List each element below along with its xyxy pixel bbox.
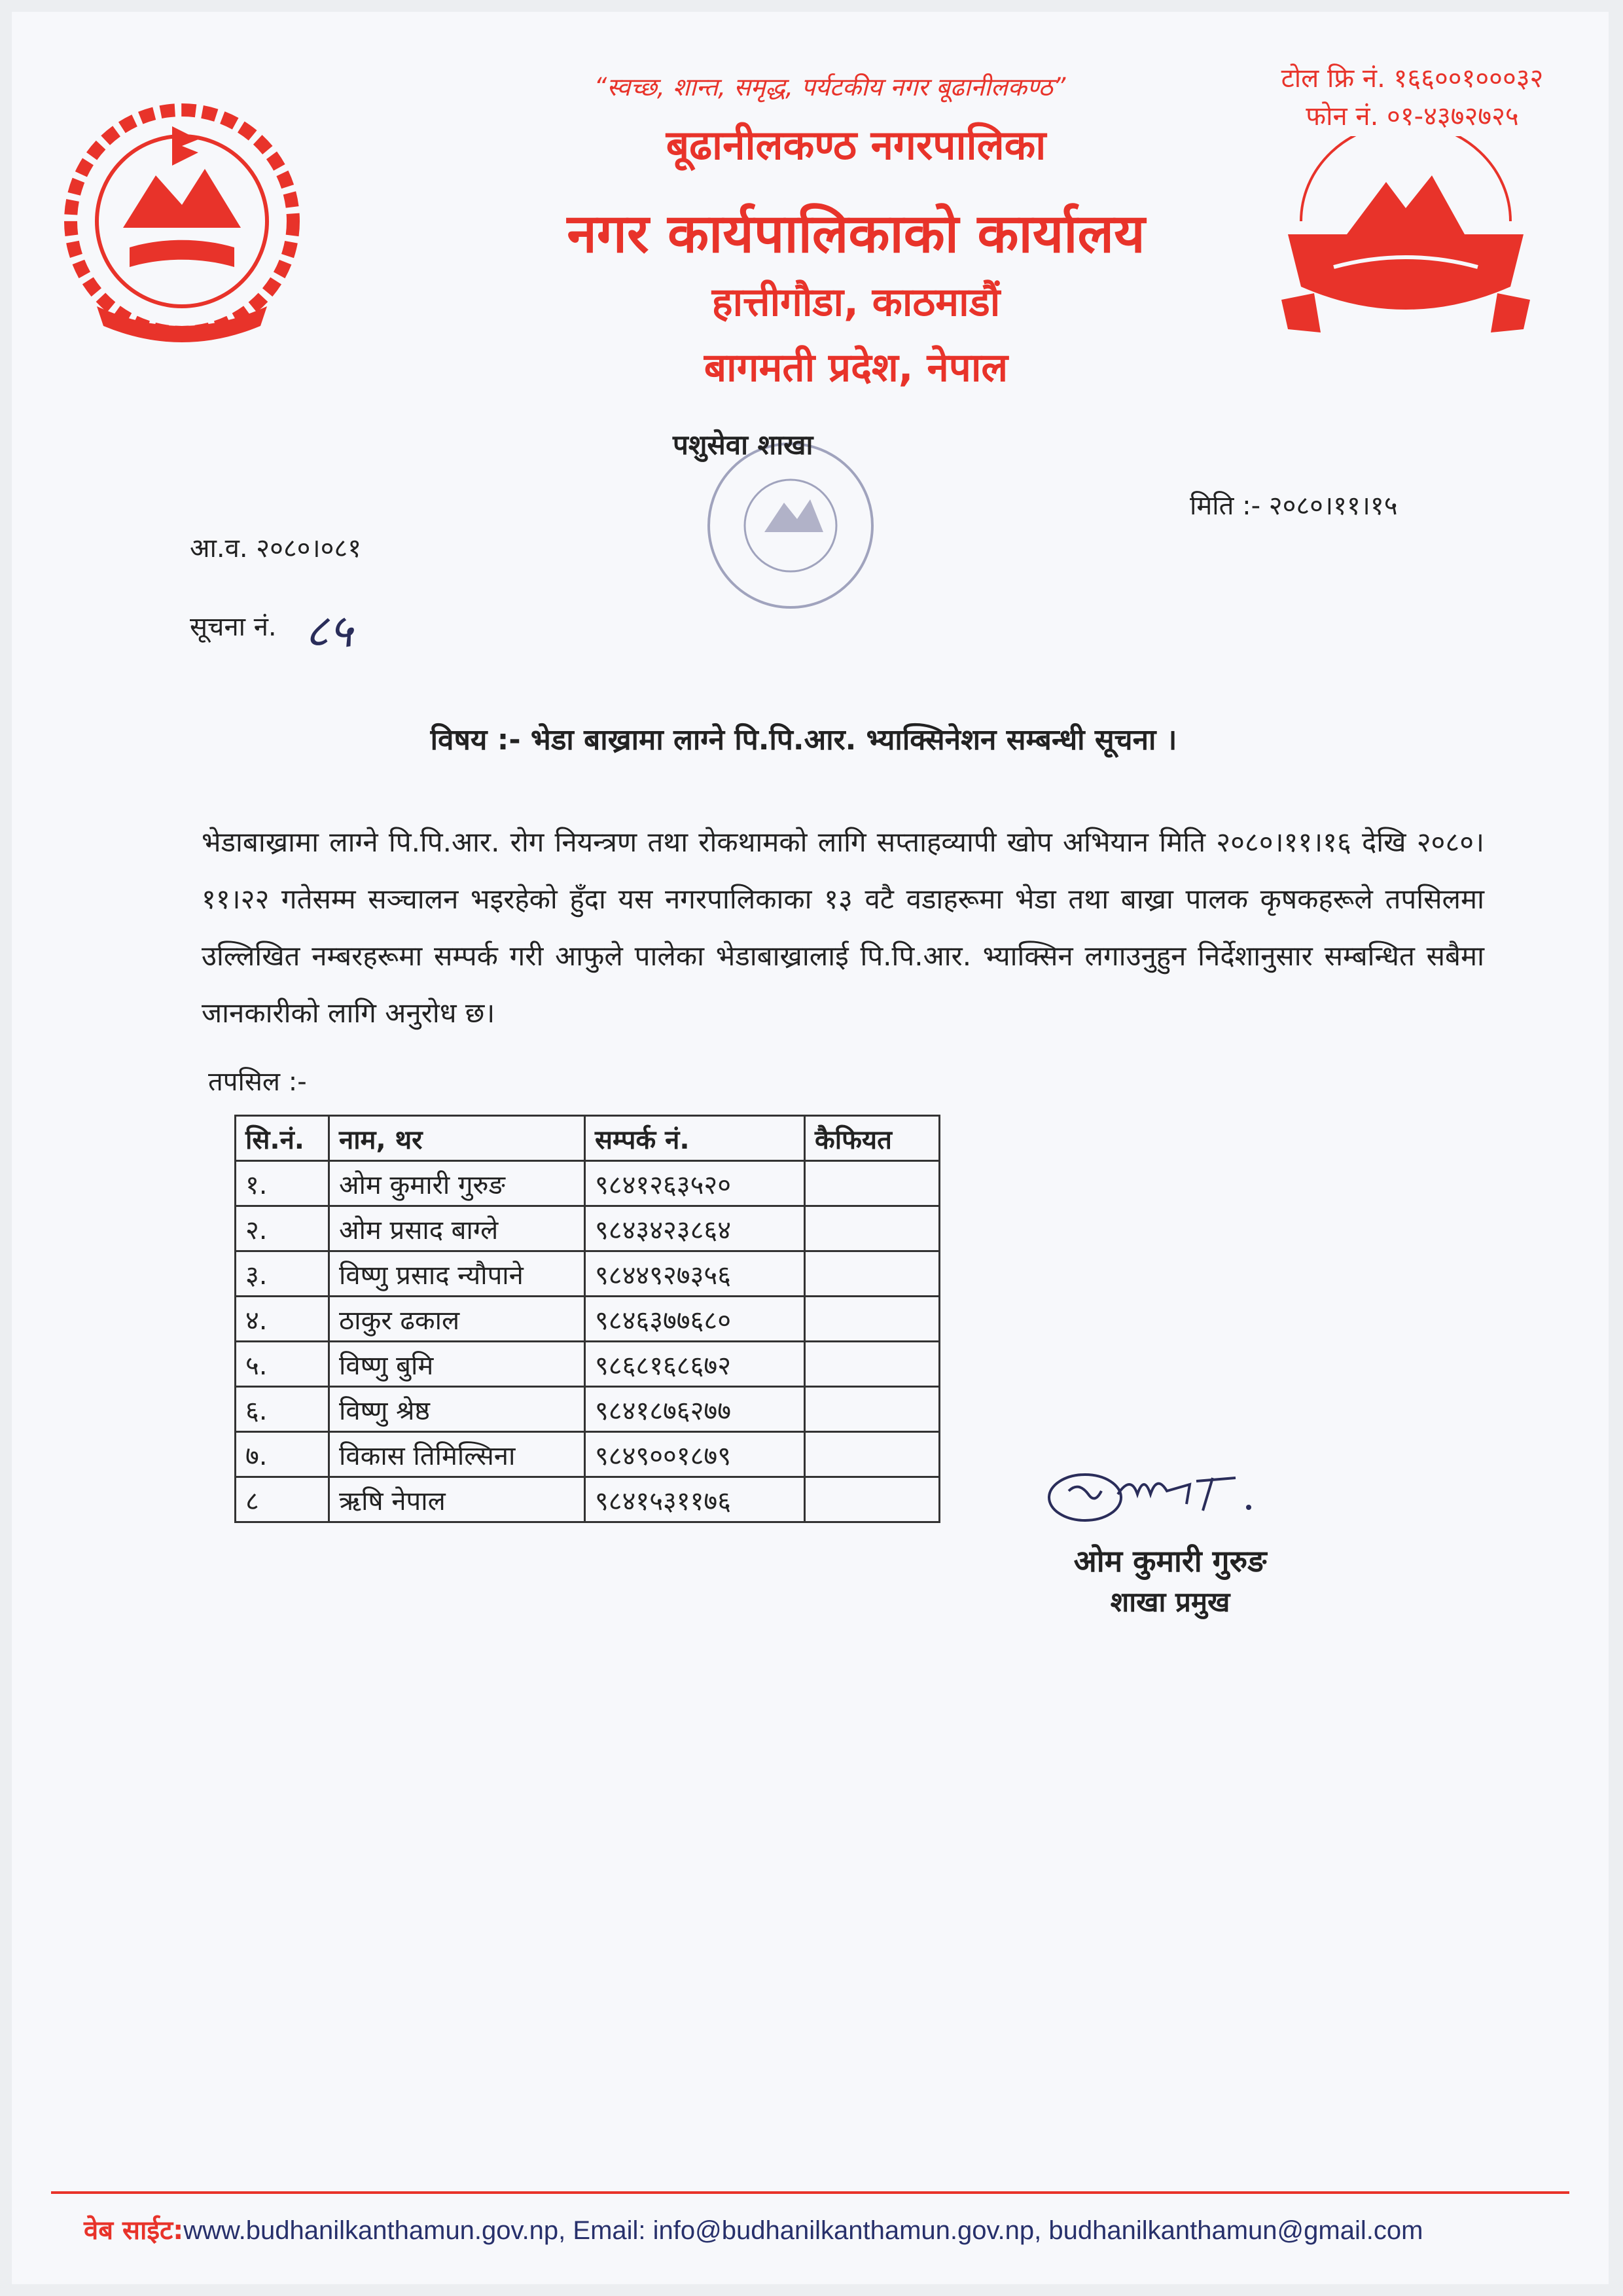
remarks-cell [805, 1206, 940, 1251]
municipality-name: बूढानीलकण्ठ नगरपालिका [666, 121, 1046, 169]
name-cell: ओम प्रसाद बाग्ले [329, 1206, 585, 1251]
notice-number: ८५ [305, 604, 353, 658]
serial-cell: ७. [236, 1432, 329, 1477]
remarks-cell [805, 1251, 940, 1297]
remarks-cell [805, 1297, 940, 1342]
table-row [236, 1387, 940, 1432]
table-row [236, 1342, 940, 1387]
contact-cell: ९८४१५३११७६ [585, 1477, 805, 1522]
notice-number-label: सूचना नं. [190, 612, 277, 642]
signatory-title: शाखा प्रमुख [1110, 1586, 1230, 1618]
contact-cell: ९८४१८७६२७७ [585, 1387, 805, 1432]
column-header: नाम, थर [329, 1116, 585, 1161]
contact-cell: ९८६८१६८६७२ [585, 1342, 805, 1387]
serial-cell: ६. [236, 1387, 329, 1432]
table-row [236, 1206, 940, 1251]
notice-date: मिति :- २०८०।११।१५ [1190, 491, 1398, 521]
fiscal-year: आ.व. २०८०।०८१ [190, 533, 362, 564]
municipality-logo-icon [1275, 136, 1537, 346]
table-row [236, 1477, 940, 1522]
table-row [236, 1432, 940, 1477]
toll-free-number: टोल फ्रि नं. १६६००१०००३२ [1281, 63, 1544, 94]
footer-divider [51, 2191, 1569, 2194]
contact-cell: ९८४४९२७३५६ [585, 1251, 805, 1297]
phone-number: फोन नं. ०१-४३७२७२५ [1306, 101, 1519, 132]
document-page [12, 12, 1609, 2284]
name-cell: ठाकुर ढकाल [329, 1297, 585, 1342]
branch-name: पशुसेवा शाखा [673, 429, 813, 461]
table-row [236, 1297, 940, 1342]
footer-links: www.budhanilkanthamun.gov.np, Email: info@budhanilkanthamun.gov.np, budhanilkanthamun@gmail.com [183, 2216, 1423, 2245]
office-name: नगर कार्यपालिकाको कार्यालय [567, 203, 1145, 265]
remarks-cell [805, 1477, 940, 1522]
column-header: सम्पर्क नं. [585, 1116, 805, 1161]
table-row [236, 1251, 940, 1297]
nepal-emblem-icon [51, 90, 313, 352]
name-cell: विष्णु श्रेष्ठ [329, 1387, 585, 1432]
notice-body: भेडाबाख्रामा लाग्ने पि.पि.आर. रोग नियन्त्रण तथा रोकथामको लागि सप्ताहव्यापी खोप अभियान मिति २०८०।११।१६ देखि २०८०।११।२२ गतेसम्म सञ्चालन भइरहेको हुँदा यस नगरपालिकाका १३ वटै वडाहरूमा भेडा तथा बाख्रा पालक कृषकहरूले तपसिलमा उल्लिखित नम्बरहरूमा सम्पर्क गरी आफुले पालेका भेडाबाख्रालाई पि.पि.आर. भ्याक्सिन लगाउनुहुन निर्देशानुसार सम्बन्धित सबैमा जानकारीको लागि अनुरोध छ। [202, 826, 1484, 1029]
serial-cell: १. [236, 1161, 329, 1206]
contact-cell: ९८४९००१८७९ [585, 1432, 805, 1477]
contact-cell: ९८४३४२३८६४ [585, 1206, 805, 1251]
serial-cell: ४. [236, 1297, 329, 1342]
signatory-name: ओम कुमारी गुरुङ [1073, 1543, 1267, 1579]
table-row [236, 1161, 940, 1206]
serial-cell: २. [236, 1206, 329, 1251]
contact-cell: ९८४६३७७६८० [585, 1297, 805, 1342]
contact-table [234, 1115, 940, 1523]
table-header-row [236, 1116, 940, 1161]
municipality-slogan: “स्वच्छ, शान्त, समृद्ध, पर्यटकीय नगर बूढानीलकण्ठ” [594, 73, 1066, 101]
notice-subject: विषय :- भेडा बाख्रामा लाग्ने पि.पि.आर. भ्याक्सिनेशन सम्बन्धी सूचना । [430, 723, 1177, 757]
signature [1039, 1458, 1262, 1530]
column-header: सि.नं. [236, 1116, 329, 1161]
name-cell: ओम कुमारी गुरुङ [329, 1161, 585, 1206]
serial-cell: ५. [236, 1342, 329, 1387]
footer-contact [84, 2211, 1589, 2247]
column-header: कैफियत [805, 1116, 940, 1161]
name-cell: ऋषि नेपाल [329, 1477, 585, 1522]
footer-label: वेब साईट: [84, 2215, 184, 2246]
name-cell: विकास तिमिल्सिना [329, 1432, 585, 1477]
serial-cell: ३. [236, 1251, 329, 1297]
name-cell: विष्णु बुमि [329, 1342, 585, 1387]
office-location: हात्तीगौडा, काठमाडौं [711, 279, 1001, 325]
contact-cell: ९८४१२६३५२० [585, 1161, 805, 1206]
schedule-label: तपसिल :- [208, 1067, 307, 1097]
serial-cell: ८ [236, 1477, 329, 1522]
remarks-cell [805, 1161, 940, 1206]
name-cell: विष्णु प्रसाद न्यौपाने [329, 1251, 585, 1297]
remarks-cell [805, 1387, 940, 1432]
office-province: बागमती प्रदेश, नेपाल [704, 345, 1008, 391]
remarks-cell [805, 1342, 940, 1387]
remarks-cell [805, 1432, 940, 1477]
